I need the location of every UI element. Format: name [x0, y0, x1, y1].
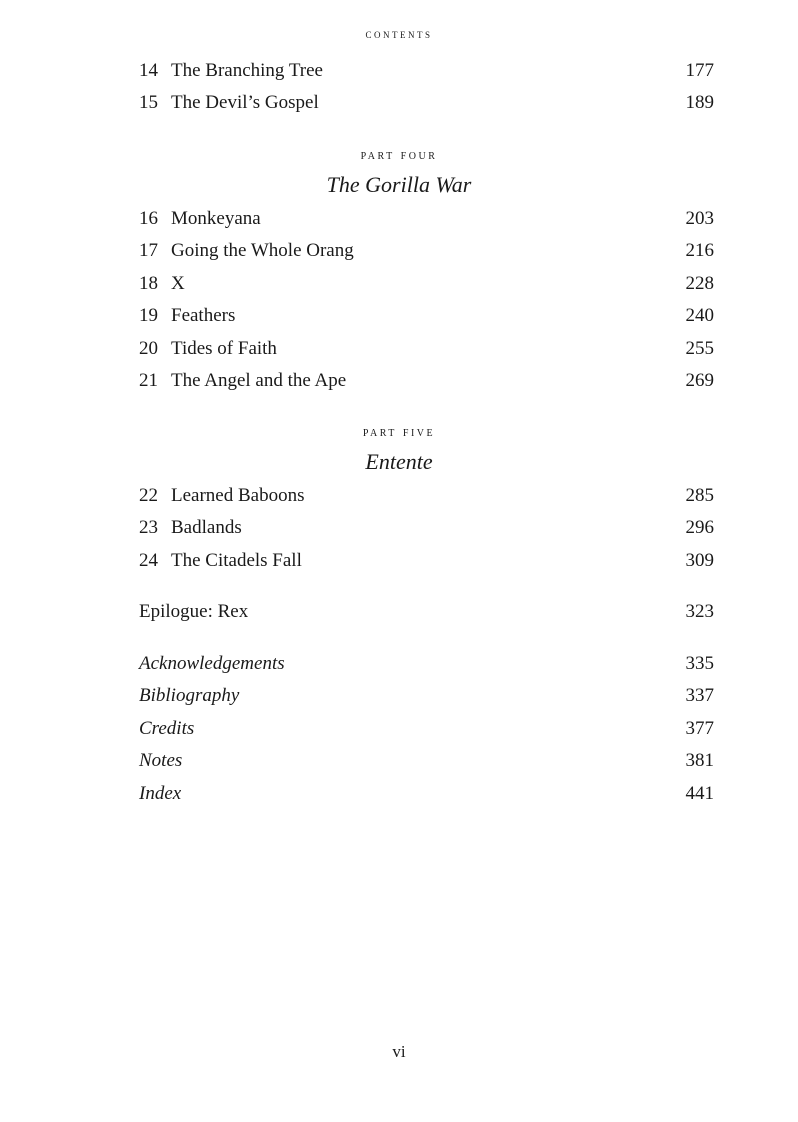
part-four-heading: [0, 144, 798, 202]
page-number: 269: [685, 369, 714, 391]
chapter-number: 18: [139, 272, 158, 294]
toc-entry[interactable]: [139, 268, 714, 300]
chapter-number: 21: [139, 369, 158, 391]
running-head: contents: [365, 26, 433, 41]
page-number: 337: [685, 685, 714, 707]
back-matter-title: Bibliography: [139, 685, 240, 707]
epilogue-title: Epilogue: Rex: [139, 601, 249, 622]
chapter-title: Tides of Faith: [171, 337, 277, 359]
toc-entry[interactable]: [139, 300, 714, 332]
toc-entry[interactable]: [139, 680, 714, 712]
toc-entry[interactable]: [139, 480, 714, 512]
back-matter-title: Index: [139, 782, 182, 804]
epilogue-section: [139, 596, 714, 628]
toc-entry[interactable]: [139, 203, 714, 235]
part-five-heading: [0, 421, 798, 479]
chapter-number: 17: [139, 240, 158, 262]
chapter-number: 23: [139, 517, 158, 539]
folio-page-number: vi: [392, 1042, 406, 1061]
part-five-chapter-list: [139, 480, 714, 577]
back-matter-list: [139, 648, 714, 810]
chapter-title: X: [171, 272, 185, 294]
page-number: 216: [685, 240, 714, 262]
chapter-title: Monkeyana: [171, 208, 261, 229]
chapter-number: 20: [139, 337, 158, 359]
toc-entry[interactable]: [139, 713, 714, 745]
chapter-title: Going the Whole Orang: [171, 240, 354, 262]
chapter-title: The Citadels Fall: [171, 549, 302, 571]
page-number: 381: [685, 750, 714, 772]
chapter-title: The Angel and the Ape: [171, 369, 347, 391]
page-number: 441: [685, 782, 714, 804]
chapter-number: 14: [139, 60, 158, 81]
page-number: 228: [685, 272, 714, 294]
page-number: 323: [685, 601, 714, 622]
chapter-title: Badlands: [171, 517, 242, 539]
chapter-number: 19: [139, 305, 158, 327]
part-four-chapter-list: [139, 203, 714, 397]
toc-entry[interactable]: [139, 778, 714, 810]
toc-entry[interactable]: [139, 545, 714, 577]
toc-entry[interactable]: [139, 333, 714, 365]
page-number: 309: [685, 549, 714, 571]
part-label: part four: [360, 148, 438, 163]
toc-entry[interactable]: [139, 235, 714, 267]
toc-entry[interactable]: [139, 365, 714, 397]
page-number: 177: [685, 60, 714, 81]
part-three-tail-list: [139, 55, 714, 120]
part-title: The Gorilla War: [326, 172, 472, 197]
chapter-number: 16: [139, 208, 158, 229]
back-matter-title: Notes: [139, 750, 183, 772]
chapter-title: Learned Baboons: [171, 485, 305, 506]
toc-entry[interactable]: [139, 55, 714, 87]
part-label: part five: [362, 425, 436, 440]
toc-entry[interactable]: [139, 512, 714, 544]
chapter-number: 22: [139, 485, 158, 506]
page-number: 335: [685, 653, 714, 674]
toc-entry-epilogue[interactable]: [139, 596, 714, 628]
toc-entry[interactable]: [139, 648, 714, 680]
page-number: 285: [685, 485, 714, 506]
chapter-title: The Devil’s Gospel: [171, 92, 319, 114]
chapter-number: 24: [139, 549, 158, 571]
page-number: 255: [685, 337, 714, 359]
chapter-title: The Branching Tree: [171, 60, 323, 81]
toc-entry[interactable]: [139, 87, 714, 119]
part-title: Entente: [365, 449, 433, 474]
page-number: 296: [685, 517, 714, 539]
toc-entry[interactable]: [139, 745, 714, 777]
back-matter-title: Acknowledgements: [139, 653, 285, 674]
back-matter-title: Credits: [139, 717, 195, 739]
page-number: 203: [685, 208, 714, 229]
chapter-title: Feathers: [171, 305, 236, 327]
page-number: 240: [685, 305, 714, 327]
page-number: 377: [685, 717, 714, 739]
chapter-number: 15: [139, 92, 158, 114]
page-number: 189: [685, 92, 714, 114]
